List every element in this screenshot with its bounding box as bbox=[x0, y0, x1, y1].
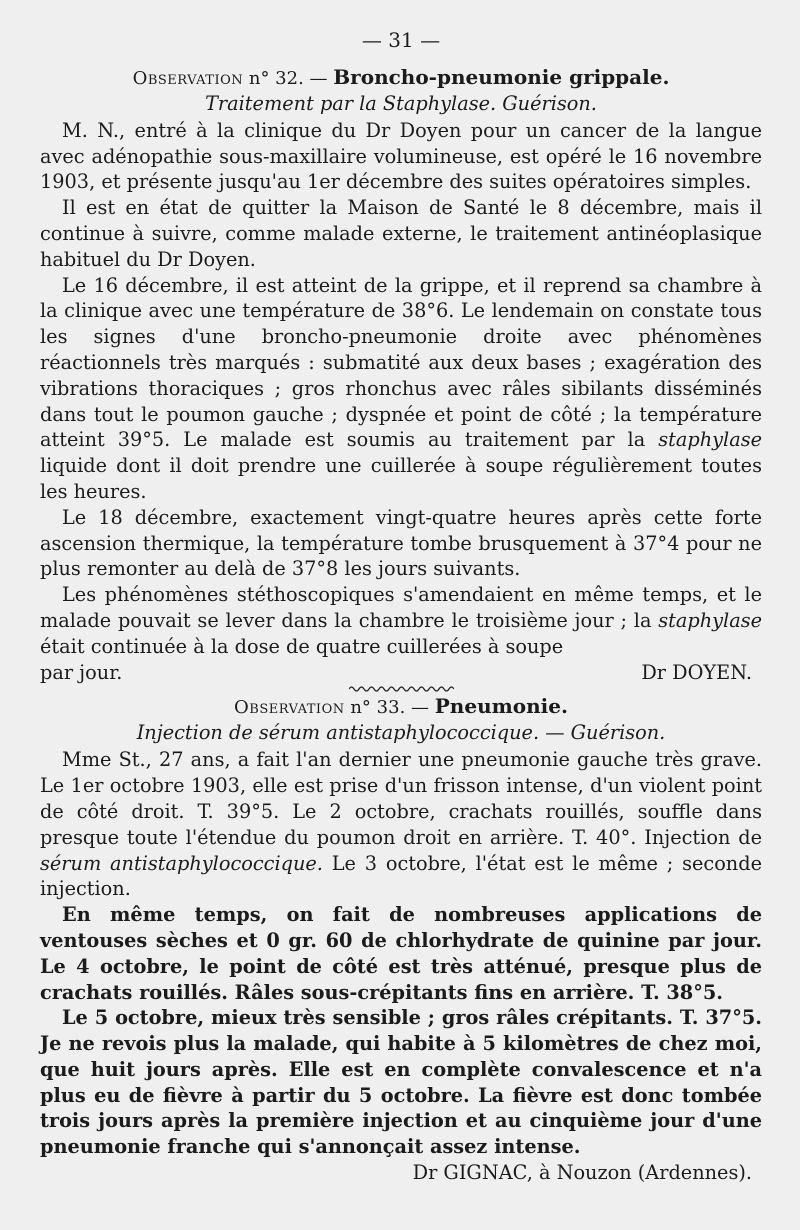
paragraph: Il est en état de quitter la Maison de Santé le 8 décembre, mais il continue à suivre, comme malade externe, le traitement antinéoplasique habituel du Dr Doyen. bbox=[40, 196, 762, 271]
title-dash: — bbox=[309, 67, 328, 89]
observation-label: Observation bbox=[132, 67, 244, 89]
document-page bbox=[40, 28, 762, 1186]
wavy-separator bbox=[349, 685, 454, 693]
observation-heading: Pneumonie. bbox=[434, 694, 568, 719]
observation-32-subtitle: Traitement par la Staphylase. Guérison. bbox=[205, 91, 597, 115]
paragraph: Le 16 décembre, il est atteint de la grippe, et il reprend sa chambre à la clinique avec une température de 38°6. Le lendemain on constate tous les signes d'une broncho-pneumonie droite avec phénomènes réactionnels très marqués : submatité aux deux bases ; exagération des vibrations thoraciques ; gros rhonchus avec râles sibilants disséminés dans tout le poumon gauche ; dyspnée et point de côté ; la température atteint 39°5. Le malade est soumis au traitement par la staphylase liquide dont il doit prendre une cuillerée à soupe régulièrement toutes les heures. bbox=[40, 273, 762, 503]
signature: Dr DOYEN. bbox=[641, 660, 752, 684]
paragraph: En même temps, on fait de nombreuses applications de ventouses sèches et 0 gr. 60 de chlorhydrate de quinine par jour. Le 4 octobre, le point de côté est très atténué, presque plus de crachats rouillés. Râles sous-crépitants fins en arrière. T. 38°5. bbox=[40, 903, 762, 1004]
paragraph: Le 18 décembre, exactement vingt-quatre heures après cette forte ascension thermique, la température tombe brusquement à 37°4 pour ne plus remonter au delà de 37°8 les jours suivants. bbox=[40, 505, 762, 581]
page-number: — 31 — bbox=[361, 28, 441, 52]
emphasis: staphylase bbox=[658, 428, 762, 452]
observation-number: n° 32. bbox=[248, 67, 304, 89]
paragraph: Mme St., 27 ans, a fait l'an dernier une pneumonie gauche très grave. Le 1er octobre 1903, elle est prise d'un frisson intense, d'un violent point de côté droit. T. 39°5. Le 2 octobre, crachats rouillés, souffle dans presque toute l'étendue du poumon droit en arrière. T. 40°. Injection de sérum antistaphylococcique. Le 3 octobre, l'état est le même ; seconde injection. bbox=[40, 748, 762, 901]
paragraph-end: par jour. bbox=[40, 660, 123, 684]
closing-line bbox=[40, 660, 762, 686]
observation-heading: Broncho-pneumonie grippale. bbox=[333, 64, 670, 89]
observation-33-subtitle: Injection de sérum antistaphylococcique. — Guérison. bbox=[136, 721, 666, 745]
signature: Dr GIGNAC, à Nouzon (Ardennes). bbox=[412, 1161, 752, 1185]
emphasis: staphylase bbox=[658, 608, 762, 632]
observation-32-title bbox=[40, 64, 762, 92]
observation-label: Observation bbox=[234, 697, 345, 719]
observation-number: n° 33. bbox=[350, 697, 406, 719]
title-dash: — bbox=[411, 697, 430, 719]
observation-33-title bbox=[40, 693, 762, 721]
paragraph: Le 5 octobre, mieux très sensible ; gros râles crépitants. T. 37°5. Je ne revois plus la malade, qui habite à 5 kilomètres de chez moi, que huit jours après. Elle est en complète convalescence et n'a plus eu de fièvre à partir du 5 octobre. La fièvre est donc tombée trois jours après la première injection et au cinquième jour d'une pneumonie franche qui s'annonçait assez intense. bbox=[40, 1006, 762, 1159]
paragraph: M. N., entré à la clinique du Dr Doyen pour un cancer de la langue avec adénopathie sous-maxillaire volumineuse, est opéré le 16 novembre 1903, et présente jusqu'au 1er décembre des suites opératoires simples. bbox=[40, 118, 762, 194]
emphasis: sérum antistaphylococcique. bbox=[40, 851, 323, 875]
paragraph: Les phénomènes stéthoscopiques s'amendaient en même temps, et le malade pouvait se lever dans la chambre le troisième jour ; la staphylase était continuée à la dose de quatre cuillerées à soupe bbox=[40, 583, 762, 658]
